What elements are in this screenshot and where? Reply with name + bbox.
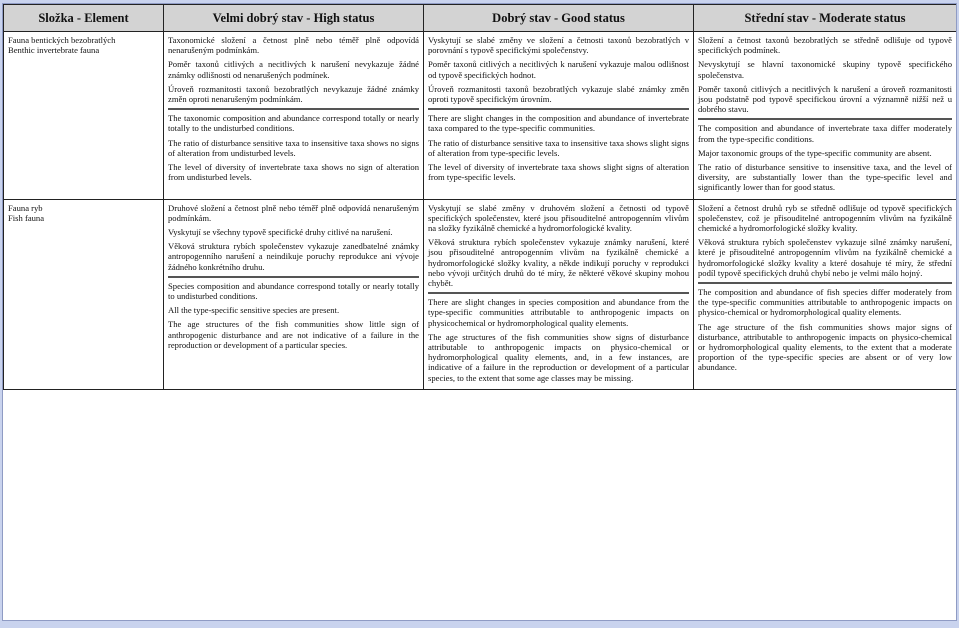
document-page [2, 3, 957, 621]
element-name-cz: Fauna bentických bezobratlých [8, 35, 116, 45]
table-header-row [4, 5, 957, 32]
criterion-paragraph: Vyskytují se slabé změny ve složení a četnosti taxonů bezobratlých v porovnání s typově specifickými společenstvy. [428, 35, 689, 56]
moderate-criteria-cz [698, 35, 952, 114]
criterion-paragraph: Složení a četnost taxonů bezobratlých se středně odlišuje od typově specifických podmínek. [698, 35, 952, 56]
status-table [3, 4, 957, 390]
good-status-cell [424, 199, 694, 389]
criterion-paragraph: The age structure of the fish communities shows major signs of disturbance, attributable to anthropogenic impacts on physico-chemical or hydromorphological quality elements, to the extent that a moderate proportion of the type-specific species are absent or of very low abundance. [698, 321, 952, 373]
criterion-paragraph: The age structures of the fish communities show little sign of anthropogenic disturbance and are not indicative of a failure in the reproduction or development of a particular species. [168, 319, 419, 350]
good-status-cell [424, 32, 694, 200]
moderate-status-cell [694, 199, 957, 389]
high-criteria-en [168, 276, 419, 350]
criterion-paragraph: The composition and abundance of fish species differ moderately from the type-specific communities attributable to anthropogenic impacts on physico-chemical or hydromorphological quality elements. [698, 287, 952, 318]
criterion-paragraph: Nevyskytují se hlavní taxonomické skupiny typově specifického společenstva. [698, 59, 952, 80]
good-criteria-cz [428, 203, 689, 289]
criterion-paragraph: All the type-specific sensitive species are present. [168, 305, 340, 316]
criterion-paragraph: The composition and abundance of invertebrate taxa differ moderately from the type-specific conditions. [698, 123, 952, 144]
criterion-paragraph: The ratio of disturbance sensitive taxa to insensitive taxa shows no signs of alteration from undisturbed levels. [168, 137, 419, 158]
criterion-paragraph: Věková struktura rybích společenstev vykazuje zanedbatelné známky antropogenního narušení a neindikuje poruchy reprodukce ani vývoje žádného konkrétního druhu. [168, 241, 419, 272]
criterion-paragraph: Druhové složení a četnost plně nebo téměř plně odpovídá nenarušeným podmínkám. [168, 202, 419, 223]
criterion-paragraph: Úroveň rozmanitosti taxonů bezobratlých vykazuje slabé známky změn oproti typově specifickým úrovním. [428, 83, 689, 105]
criterion-paragraph: The taxonomic composition and abundance correspond totally or nearly totally to the undisturbed conditions. [168, 113, 419, 134]
moderate-criteria-en [698, 118, 952, 192]
good-criteria-en [428, 108, 689, 182]
criterion-paragraph: Major taxonomic groups of the type-specific community are absent. [698, 147, 932, 158]
criterion-paragraph: Poměr taxonů citlivých a necitlivých k narušení a úroveň rozmanitosti jsou podstatně pod typově specifickou úrovní a významně nižší než u dobrého stavu. [698, 83, 952, 115]
criterion-paragraph: Poměr taxonů citlivých a necitlivých k narušení nevykazuje žádné známky odlišnosti od nenarušených podmínek. [168, 59, 419, 80]
criterion-paragraph: Vyskytují se slabé změny v druhovém složení a četnosti od typově specifických společenstev, které jsou přisouditelné antropogenním vlivům na složky fyzikálně chemické a hydromorfologické kvality. [428, 202, 689, 234]
header-high-status: Velmi dobrý stav - High status [164, 5, 424, 32]
criterion-paragraph: Vyskytují se všechny typově specifické druhy citlivé na narušení. [168, 227, 393, 238]
criterion-paragraph: The age structures of the fish communities show signs of disturbance attributable to anthropogenic impacts on physico-chemical or hydromorphological quality elements, and, in a few instances, are indicative of a failure in the reproduction or development of a particular species, to the extent that some age classes may be missing. [428, 331, 689, 383]
criterion-paragraph: The level of diversity of invertebrate taxa shows slight signs of alteration from type-specific levels. [428, 162, 689, 183]
criterion-paragraph: Složení a četnost druhů ryb se středně odlišuje od typově specifických společenstev, což je přisouditelné antropogenním vlivům na fyzikálně chemické a hydromorfologické složky kvality. [698, 202, 952, 234]
table-row [4, 32, 957, 200]
element-name-en: Fish fauna [8, 212, 45, 223]
element-cell [4, 32, 164, 200]
high-criteria-cz [168, 35, 419, 104]
criterion-paragraph: Věková struktura rybích společenstev vykazuje silné známky narušení, které je přisouditelné antropogenním vlivům na fyzikálně chemické a hydromorfologické složky kvality a které dosahuje té míry, že střední podíl typově specifických druhů chybí nebo je velmi málo hojný. [698, 237, 952, 278]
high-criteria-en [168, 108, 419, 182]
high-status-cell [164, 199, 424, 389]
table-row [4, 199, 957, 389]
good-criteria-en [428, 292, 689, 383]
moderate-criteria-cz [698, 203, 952, 278]
criterion-paragraph: The ratio of disturbance sensitive taxa to insensitive taxa shows slight signs of alteration from type-specific levels. [428, 137, 689, 158]
high-criteria-cz [168, 203, 419, 272]
element-cell [4, 199, 164, 389]
criterion-paragraph: Species composition and abundance correspond totally or nearly totally to undisturbed conditions. [168, 280, 419, 302]
criterion-paragraph: Úroveň rozmanitosti taxonů bezobratlých nevykazuje žádné známky změn oproti nenarušeným podmínkám. [168, 83, 419, 105]
criterion-paragraph: The ratio of disturbance sensitive to insensitive taxa, and the level of diversity, are substantially lower than the type-specific level and significantly lower than for good status. [698, 162, 952, 193]
criterion-paragraph: Poměr taxonů citlivých a necitlivých k narušení vykazuje malou odlišnost od typově specifických hodnot. [428, 59, 689, 80]
element-name-en: Benthic invertebrate fauna [8, 45, 100, 56]
criterion-paragraph: There are slight changes in species composition and abundance from the type-specific communities attributable to anthropogenic impacts on physicochemical or hydromorphological quality elements. [428, 297, 689, 328]
good-criteria-cz [428, 35, 689, 104]
table-body [4, 32, 957, 390]
criterion-paragraph: Věková struktura rybích společenstev vykazuje známky narušení, které jsou přisouditelné antropogenním vlivům na fyzikálně chemické a hydromorfologické složky kvality, a někde indikují poruchy v reprodukci nebo vývoji určitých druhů do té míry, že některé věkové skupiny mohou chybět. [428, 237, 689, 289]
header-moderate-status: Střední stav - Moderate status [694, 5, 957, 32]
header-good-status: Dobrý stav - Good status [424, 5, 694, 32]
criterion-paragraph: Taxonomické složení a četnost plně nebo téměř plně odpovídá nenarušeným podmínkám. [168, 35, 419, 56]
header-element: Složka - Element [4, 5, 164, 32]
moderate-criteria-en [698, 282, 952, 373]
criterion-paragraph: There are slight changes in the composition and abundance of invertebrate taxa compared to the type-specific communities. [428, 113, 689, 134]
criterion-paragraph: The level of diversity of invertebrate taxa shows no sign of alteration from undisturbed levels. [168, 162, 419, 183]
moderate-status-cell [694, 32, 957, 200]
element-name-cz: Fauna ryb [8, 202, 43, 213]
high-status-cell [164, 32, 424, 200]
